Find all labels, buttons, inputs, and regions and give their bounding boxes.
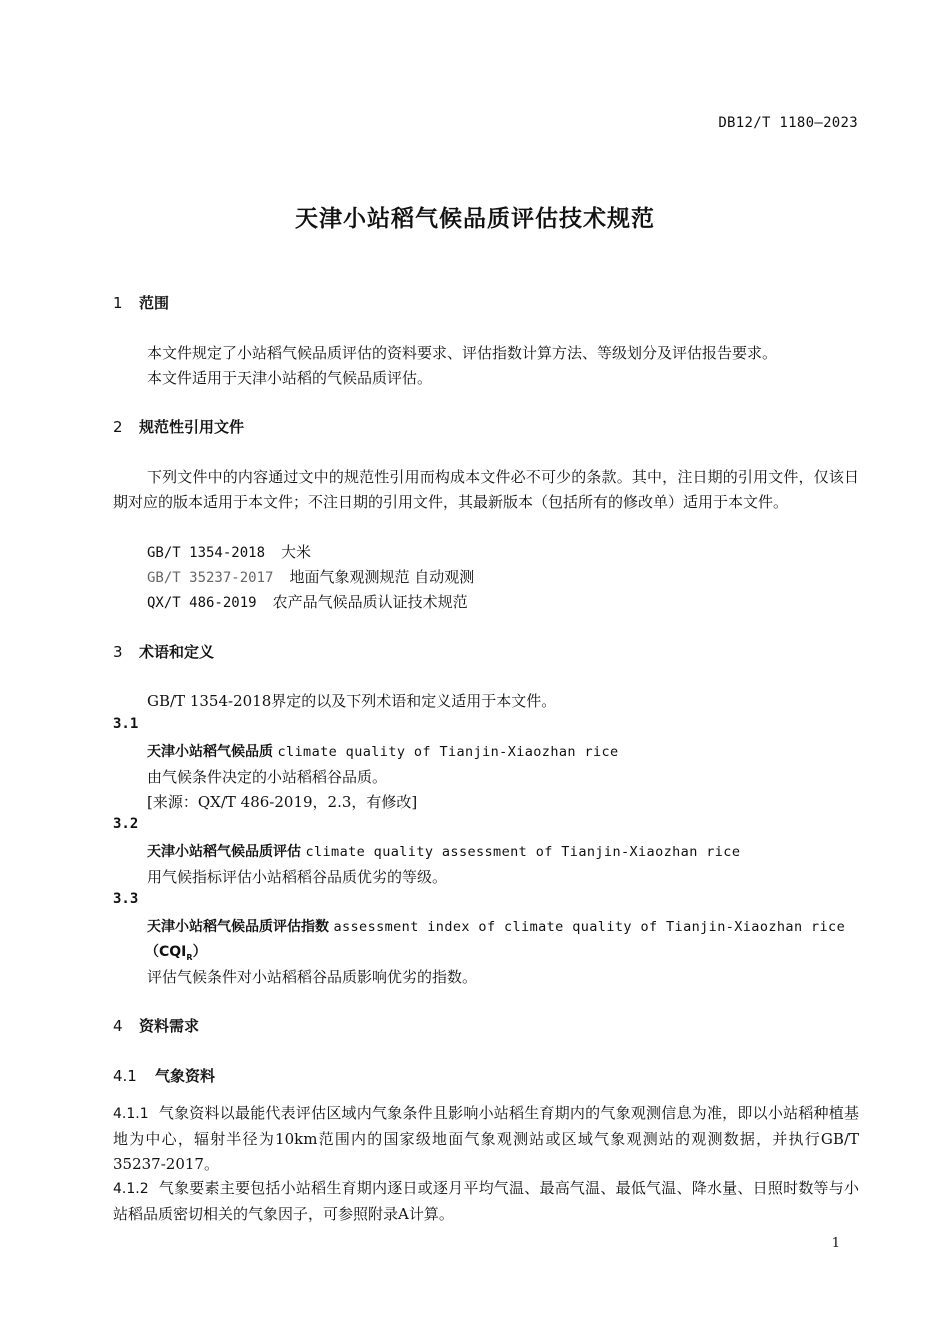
section-number: 4	[113, 1017, 123, 1035]
term-entry	[147, 916, 845, 936]
clause-number: 4.1.1	[113, 1106, 149, 1122]
section-3-heading	[113, 641, 214, 662]
clause	[113, 1176, 859, 1227]
clause-text: 气象资料以最能代表评估区域内气象条件且影响小站稻生育期内的气象观测信息为准，即以小站稻种植基地为中心，辐射半径为10km范围内的国家级地面气象观测站或区域气象观测站的观测数据，并执行GB/T 35237-2017。	[113, 1104, 859, 1173]
section-title: 资料需求	[139, 1017, 200, 1035]
term-definition: 由气候条件决定的小站稻稻谷品质。	[147, 768, 388, 786]
clause	[113, 1101, 859, 1177]
section-number: 1	[113, 294, 123, 312]
paragraph: 下列文件中的内容通过文中的规范性引用而构成本文件必不可少的条款。其中，注日期的引用文件，仅该日期对应的版本适用于本文件；不注日期的引用文件，其最新版本（包括所有的修改单）适用于本文件。	[113, 468, 859, 511]
section-title: 范围	[139, 294, 170, 312]
term-zh: 天津小站稻气候品质评估指数	[147, 919, 329, 935]
subsection-number: 4.1	[113, 1067, 137, 1085]
paragraph: 本文件规定了小站稻气候品质评估的资料要求、评估指数计算方法、等级划分及评估报告要求。	[147, 344, 778, 362]
term-en: climate quality of Tianjin-Xiaozhan rice	[277, 744, 619, 760]
standard-code: DB12/T 1180—2023	[718, 115, 858, 131]
term-definition: 评估气候条件对小站稻稻谷品质影响优劣的指数。	[147, 968, 478, 986]
term-abbreviation: $(CQI_R)$	[145, 944, 207, 962]
clause-number: 4.1.2	[113, 1181, 149, 1197]
section-title: 术语和定义	[139, 643, 215, 661]
section-number: 3	[113, 643, 123, 661]
section-2-heading	[113, 416, 244, 437]
page-number: 1	[831, 1236, 840, 1251]
reference-code: GB/T 1354-2018	[147, 545, 266, 561]
term-entry	[147, 741, 619, 761]
term-definition: 用气候指标评估小站稻稻谷品质优劣的等级。	[147, 868, 448, 886]
section-4-heading	[113, 1015, 199, 1036]
normative-reference	[147, 566, 474, 587]
normative-reference	[147, 591, 468, 612]
section-number: 2	[113, 418, 123, 436]
term-entry	[147, 841, 740, 861]
reference-code: QX/T 486-2019	[147, 595, 257, 611]
term-number: 3.2	[113, 816, 139, 832]
document-title: 天津小站稻气候品质评估技术规范	[295, 206, 655, 232]
subsection-heading	[113, 1065, 215, 1086]
section-1-heading	[113, 292, 169, 313]
term-source: [来源：QX/T 486-2019，2.3，有修改]	[147, 793, 418, 811]
normative-reference	[147, 541, 311, 562]
subsection-title: 气象资料	[155, 1067, 216, 1085]
paragraph: GB/T 1354-2018界定的以及下列术语和定义适用于本文件。	[147, 692, 557, 710]
reference-name: 地面气象观测规范 自动观测	[289, 568, 475, 586]
reference-name: 大米	[281, 543, 312, 561]
section-title: 规范性引用文件	[139, 418, 245, 436]
term-zh: 天津小站稻气候品质	[147, 744, 273, 760]
term-number: 3.3	[113, 891, 139, 907]
paragraph: 本文件适用于天津小站稻的气候品质评估。	[147, 369, 433, 387]
clause-text: 气象要素主要包括小站稻生育期内逐日或逐月平均气温、最高气温、最低气温、降水量、日照时数等与小站稻品质密切相关的气象因子，可参照附录A计算。	[113, 1179, 859, 1223]
reference-code: GB/T 35237-2017	[147, 570, 274, 586]
reference-name: 农产品气候品质认证技术规范	[272, 593, 468, 611]
term-en: climate quality assessment of Tianjin-Xiaozhan rice	[305, 844, 741, 860]
term-zh: 天津小站稻气候品质评估	[147, 844, 301, 860]
term-number: 3.1	[113, 716, 139, 732]
term-en: assessment index of climate quality of Tianjin-Xiaozhan rice	[333, 919, 846, 935]
